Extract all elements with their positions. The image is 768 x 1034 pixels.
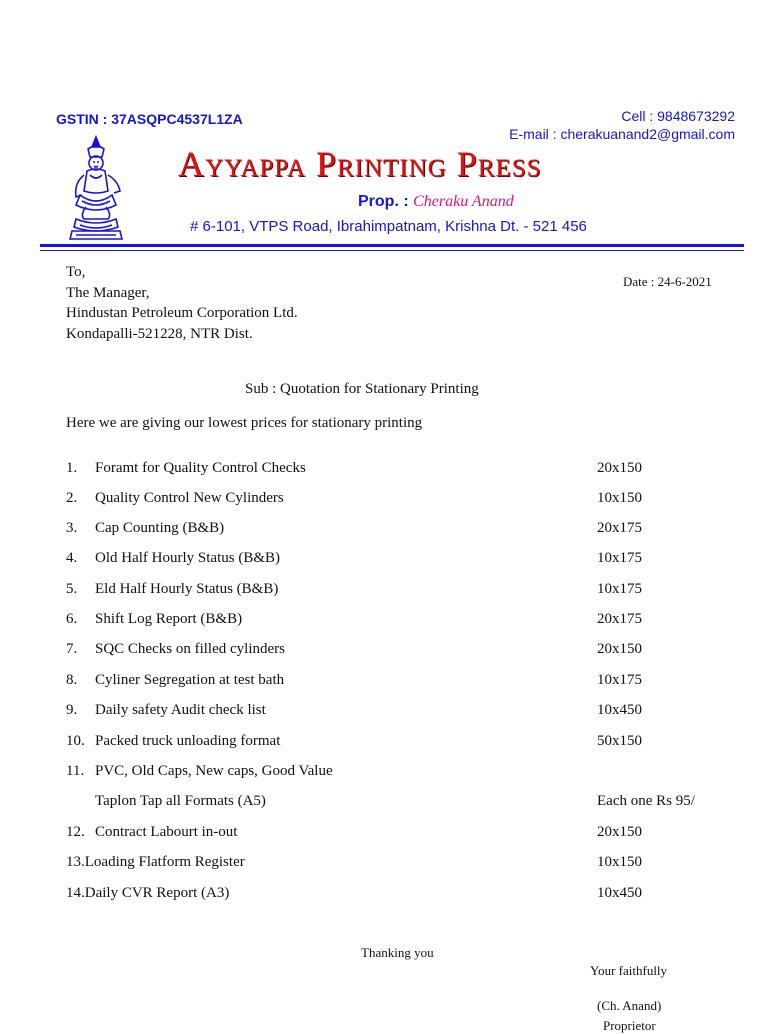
item-quantity: 10x450: [597, 702, 642, 718]
item-number: 1.: [66, 460, 78, 476]
firm-address: # 6-101, VTPS Road, Ibrahimpatnam, Krishna Dt. - 521 456: [190, 218, 587, 235]
intro-text: Here we are giving our lowest prices for stationary printing: [66, 415, 423, 431]
header-rule-thin: [40, 250, 744, 251]
item-number: 9.: [66, 702, 78, 718]
item-quantity: 10x175: [597, 550, 642, 566]
prop-colon: :: [398, 193, 414, 210]
item-description: Eld Half Hourly Status (B&B): [95, 581, 279, 597]
item-description: Foramt for Quality Control Checks: [95, 460, 306, 476]
item-quantity: 20x175: [597, 611, 642, 627]
item-quantity: 10x175: [597, 581, 642, 597]
header-rule-thick: [40, 244, 744, 247]
item-description: Shift Log Report (B&B): [95, 611, 243, 627]
item-number: 11.: [66, 763, 85, 779]
recipient-title: The Manager,: [66, 285, 150, 301]
item-number: 3.: [66, 520, 78, 536]
item-quantity: Each one Rs 95/: [597, 793, 695, 809]
email-address: E-mail : cherakuanand2@gmail.com: [509, 126, 735, 142]
item-quantity: 10x150: [597, 854, 642, 870]
item-quantity: 10x450: [597, 885, 642, 901]
signatory-name: (Ch. Anand): [597, 998, 662, 1013]
item-description: Packed truck unloading format: [95, 733, 281, 749]
item-quantity: 20x175: [597, 520, 642, 536]
proprietor-name: Cheraku Anand: [413, 193, 514, 210]
item-description: PVC, Old Caps, New caps, Good Value: [95, 763, 333, 779]
item-description: 13.Loading Flatform Register: [66, 854, 245, 870]
item-quantity: 20x150: [597, 460, 642, 476]
item-quantity: 20x150: [597, 641, 642, 657]
item-description: Taplon Tap all Formats (A5): [95, 793, 266, 809]
item-quantity: 10x175: [597, 672, 642, 688]
recipient-company: Hindustan Petroleum Corporation Ltd.: [66, 305, 298, 321]
gstin-number: GSTIN : 37ASQPC4537L1ZA: [56, 111, 243, 127]
item-description: Contract Labourt in-out: [95, 824, 238, 840]
item-number: 7.: [66, 641, 78, 657]
closing-thanks: Thanking you: [361, 945, 434, 960]
item-description: SQC Checks on filled cylinders: [95, 641, 285, 657]
prop-label: Prop.: [358, 193, 399, 210]
proprietor-line: [358, 193, 514, 211]
subject-line: Sub : Quotation for Stationary Printing: [245, 381, 479, 397]
firm-name: Ayyappa Printing Press: [178, 144, 542, 184]
item-description: Daily safety Audit check list: [95, 702, 266, 718]
item-description: Quality Control New Cylinders: [95, 490, 284, 506]
item-description: 14.Daily CVR Report (A3): [66, 885, 230, 901]
item-number: 8.: [66, 672, 78, 688]
salutation-to: To,: [66, 264, 86, 280]
item-number: 10.: [66, 733, 85, 749]
item-number: 5.: [66, 581, 78, 597]
item-number: 12.: [66, 824, 85, 840]
signatory-designation: Proprietor: [603, 1018, 656, 1033]
item-number: 4.: [66, 550, 78, 566]
ayyappa-deity-logo: [60, 135, 132, 243]
item-description: Old Half Hourly Status (B&B): [95, 550, 280, 566]
item-description: Cap Counting (B&B): [95, 520, 225, 536]
item-quantity: 50x150: [597, 733, 642, 749]
cell-number: Cell : 9848673292: [621, 108, 735, 124]
item-description: Cyliner Segregation at test bath: [95, 672, 285, 688]
closing-faithfully: Your faithfully: [590, 963, 668, 978]
item-number: 6.: [66, 611, 78, 627]
item-number: 2.: [66, 490, 78, 506]
recipient-location: Kondapalli-521228, NTR Dist.: [66, 326, 253, 342]
item-quantity: 20x150: [597, 824, 642, 840]
item-quantity: 10x150: [597, 490, 642, 506]
letter-date: Date : 24-6-2021: [623, 274, 712, 289]
